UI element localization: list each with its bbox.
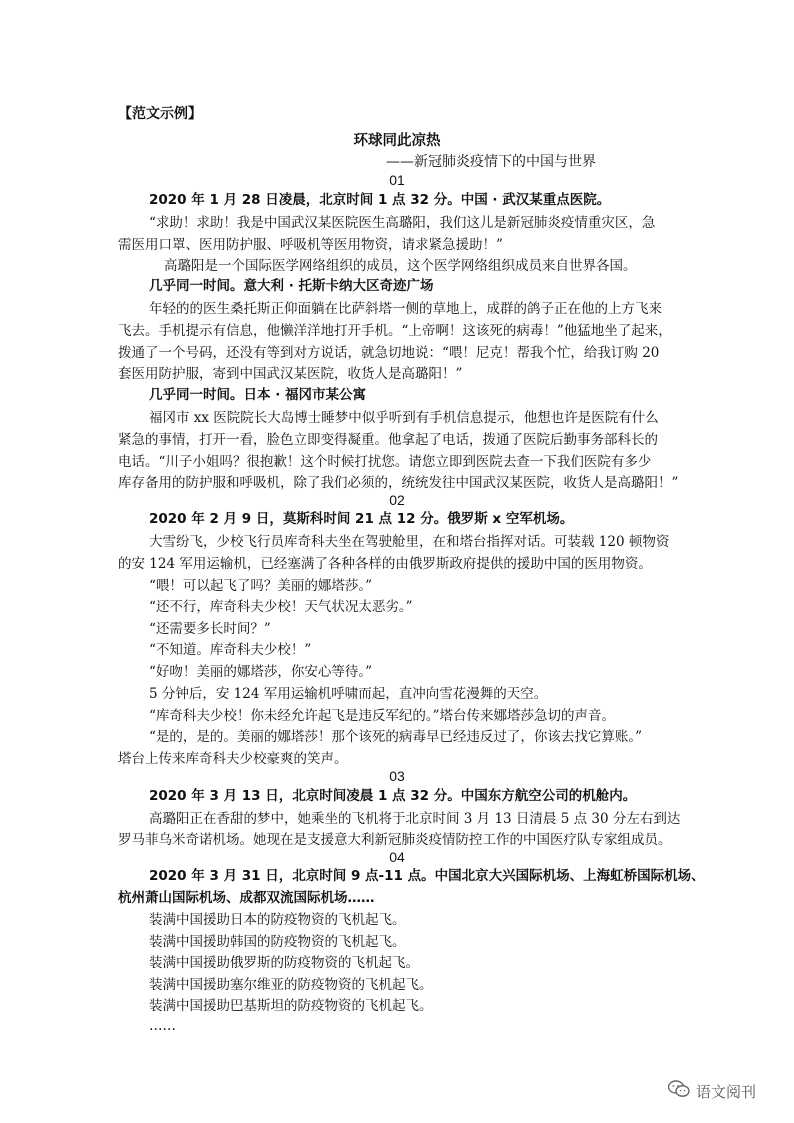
essay-subtitle: ——新冠肺炎疫情下的中国与世界 [386, 154, 596, 170]
dialogue-line: “库奇科夫少校！你未经允许起飞是违反军纪的。”塔台传来娜塔莎急切的声音。 [149, 708, 616, 724]
paragraph-line: 拨通了一个号码，还没有等到对方说话，就急切地说：“喂！尼克！帮我个忙，给我订购 20 [118, 345, 660, 361]
section-number-02: 02 [389, 492, 405, 508]
paragraph-line: 高璐阳是一个国际医学网络组织的成员，这个医学网络组织成员来自世界各国。 [164, 258, 637, 274]
paragraph-line: 高璐阳正在香甜的梦中，她乘坐的飞机将于北京时间 3 月 13 日清晨 5 点 30 分左右到达 [149, 811, 681, 827]
dialogue-line: “喂！可以起飞了吗？美丽的娜塔莎。” [149, 578, 373, 594]
paragraph-line: 年轻的的医生桑托斯正仰面躺在比萨斜塔一侧的草地上，成群的鸽子正在他的上方飞来 [149, 301, 662, 317]
section-number-01: 01 [389, 172, 405, 188]
paragraph-line: 2020 年 3 月 13 日，北京时间凌晨 1 点 32 分。中国东方航空公司的机舱内。 [149, 788, 637, 804]
list-line: 装满中国援助塞尔维亚的防疫物资的飞机起飞。 [149, 977, 433, 993]
paragraph-line: 2020 年 1 月 28 日凌晨，北京时间 1 点 32 分。中国 · 武汉某重点医院。 [149, 192, 611, 208]
list-line: 装满中国援助韩国的防疫物资的飞机起飞。 [149, 934, 406, 950]
paragraph-line: 罗马菲乌米奇诺机场。她现在是支援意大利新冠肺炎疫情防控工作的中国医疗队专家组成员。 [118, 832, 672, 848]
list-line: …… [149, 1018, 176, 1034]
paragraph-line: 2020 年 2 月 9 日，莫斯科时间 21 点 12 分。俄罗斯 x 空军机场。 [149, 511, 574, 527]
essay-title: 环球同此凉热 [353, 133, 441, 149]
dialogue-line: “还不行，库奇科夫少校！天气状况太恶劣。” [149, 599, 413, 615]
dialogue-line: “不知道。库奇科夫少校！” [149, 642, 312, 658]
section-number-03: 03 [389, 768, 405, 784]
wechat-icon [668, 1080, 690, 1102]
paragraph-line: 库存备用的防护服和呼吸机，除了我们必须的，统统发往中国武汉某医院，收货人是高璐阳！” [118, 475, 679, 491]
dialogue-line: “好吻！美丽的娜塔莎，你安心等待。” [149, 664, 373, 680]
list-line: 装满中国援助俄罗斯的防疫物资的飞机起飞。 [149, 955, 419, 971]
paragraph-line: 福冈市 xx 医院院长大岛博士睡梦中似乎听到有手机信息提示，他想也许是医院有什么 [149, 410, 659, 426]
paragraph-line: 塔台上传来库奇科夫少校豪爽的笑声。 [118, 751, 348, 767]
paragraph-line: 飞去。手机提示有信息，他懒洋洋地打开手机。“上帝啊！这该死的病毒！”他猛地坐了起来， [118, 323, 672, 339]
list-line: 装满中国援助巴基斯坦的防疫物资的飞机起飞。 [149, 998, 433, 1014]
section-number-04: 04 [389, 849, 405, 865]
paragraph-line: 套医用防护服，寄到中国武汉某医院，收货人是高璐阳！” [118, 366, 463, 382]
example-heading: 【范文示例】 [118, 106, 202, 122]
paragraph-line: 需医用口罩、医用防护服、呼吸机等医用物资，请求紧急援助！” [118, 237, 503, 253]
paragraph-line: 紧急的事情，打开一看，脸色立即变得凝重。他拿起了电话，拨通了医院后勤事务部科长的 [118, 432, 658, 448]
paragraph-line: 的安 124 军用运输机，已经塞满了各种各样的由俄罗斯政府提供的援助中国的医用物资。 [118, 556, 652, 572]
paragraph-line: 2020 年 3 月 31 日，北京时间 9 点-11 点。中国北京大兴国际机场、上海虹桥国际机场、 [149, 868, 705, 884]
paragraph-line: 几乎同一时间。意大利 · 托斯卡纳大区奇迹广场 [149, 278, 434, 294]
dialogue-line: “是的，是的。美丽的娜塔莎！那个该死的病毒早已经违反过了，你该去找它算账。” [149, 729, 643, 745]
paragraph-line: 大雪纷飞，少校飞行员库奇科夫坐在驾驶舱里，在和塔台指挥对话。可装载 120 顿物资 [149, 534, 670, 550]
watermark-label: 语文阅刊 [696, 1082, 757, 1101]
paragraph-line: 杭州萧山国际机场、成都双流国际机场…… [118, 890, 375, 906]
paragraph-line: 5 分钟后，安 124 军用运输机呼啸而起，直冲向雪花漫舞的天空。 [149, 686, 548, 702]
dialogue-line: “还需要多长时间？” [149, 621, 271, 637]
paragraph-line: “求助！求助！我是中国武汉某医院医生高璐阳，我们这儿是新冠肺炎疫情重灾区，急 [149, 215, 656, 231]
paragraph-line: 电话。“川子小姐吗？很抱歉！这个时候打扰您。请您立即到医院去查一下我们医院有多少 [118, 454, 652, 470]
list-line: 装满中国援助日本的防疫物资的飞机起飞。 [149, 912, 406, 928]
watermark [668, 1080, 756, 1102]
paragraph-line: 几乎同一时间。日本 · 福冈市某公寓 [149, 387, 367, 403]
